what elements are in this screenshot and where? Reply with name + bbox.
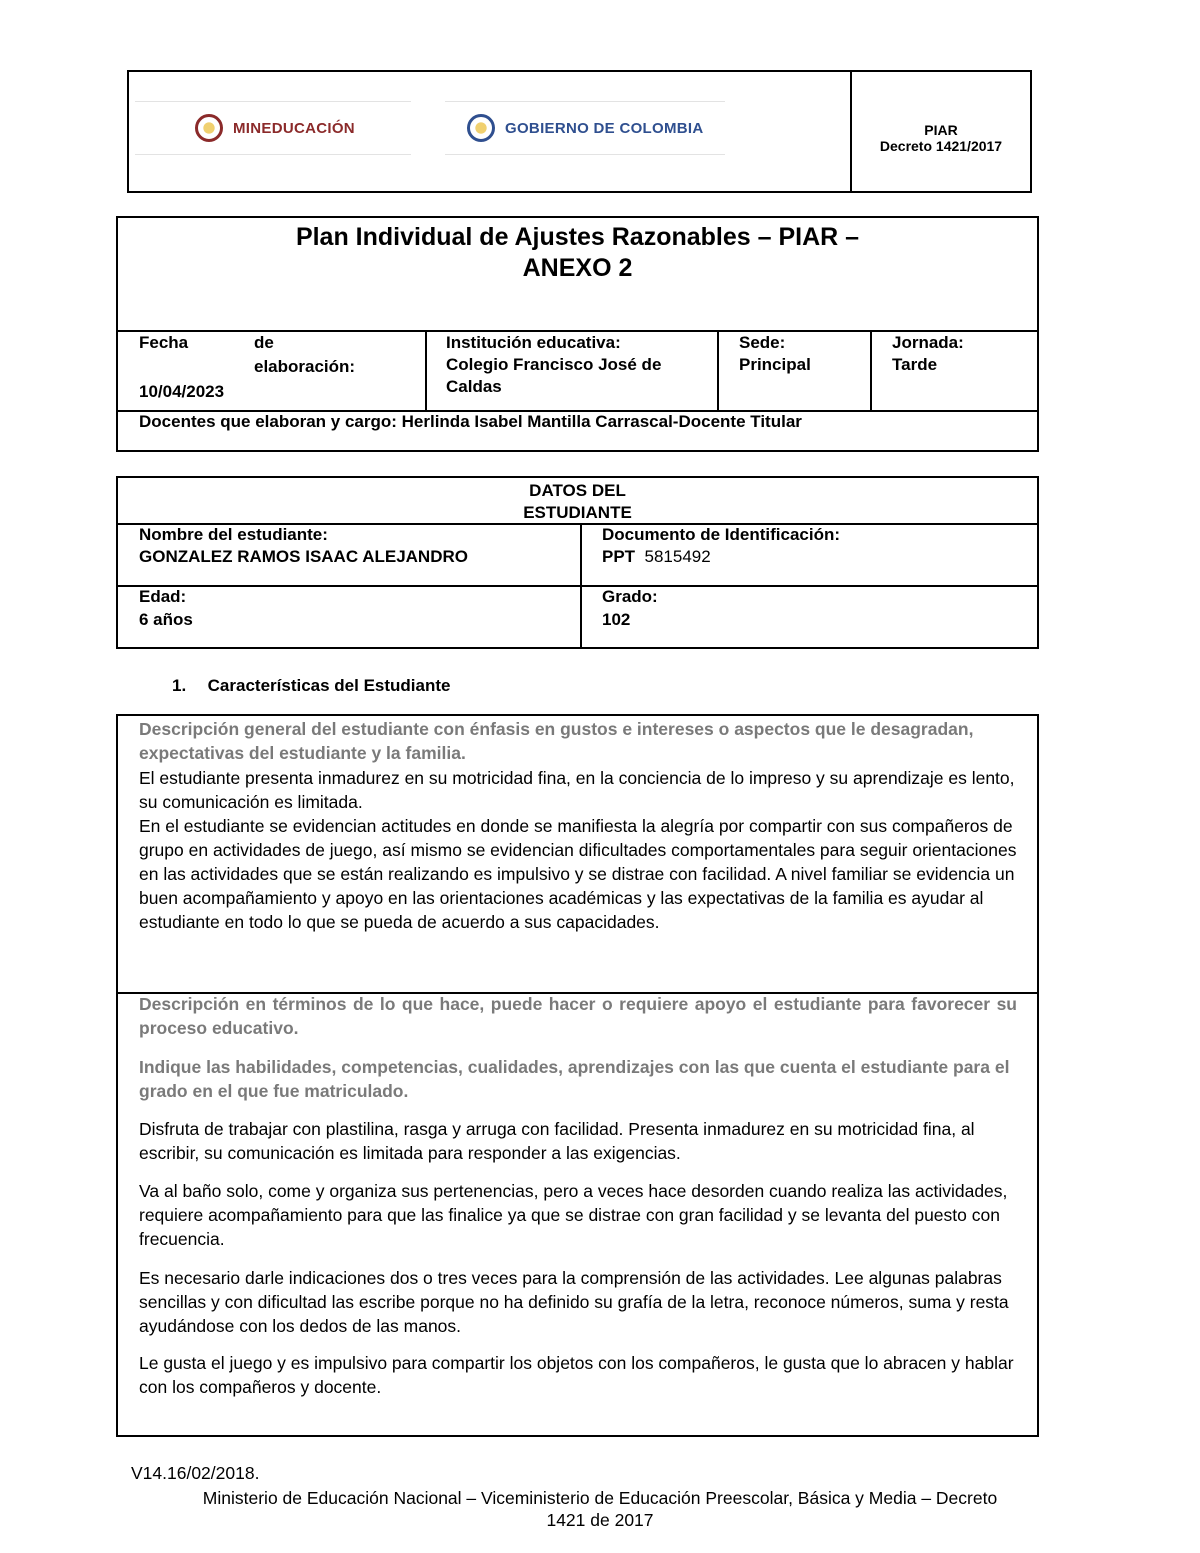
footer-text: [100, 1487, 1100, 1531]
question-support: Descripción en términos de lo que hace, puede hacer o requiere apoyo el estudiante para favorecer su proceso educativo.: [139, 994, 1017, 1038]
plan-info-table: [116, 216, 1039, 452]
section-title-line: ESTUDIANTE: [523, 503, 632, 522]
logo-rule: [135, 101, 411, 102]
col-divider: [717, 330, 719, 410]
answer-paragraph: En el estudiante se evidencian actitudes en donde se manifiesta la alegría por compartir con sus compañeros de grupo en actividades de juego, así mismo se evidencian dificultades comportamentales para seguir orientaciones en las actividades que se están realizando es impulsivo y se distrae con facilidad. A nivel familiar se evidencia un buen acompañamiento y apoyo en las orientaciones académicas y las expectativas de la familia es ayudar al estudiante en todo lo que se pueda de acuerdo a sus capacidades.: [139, 816, 1017, 932]
answer-paragraph: El estudiante presenta inmadurez en su motricidad fina, en la conciencia de lo impreso y su aprendizaje es lento, su comunicación es limitada.: [139, 768, 1015, 812]
doc-value: [602, 546, 711, 568]
fecha-label: elaboración:: [254, 357, 356, 376]
grade-value: 102: [602, 610, 631, 629]
doc-label: Documento de Identificación:: [602, 525, 841, 544]
docentes: Docentes que elaboran y cargo: Herlinda Isabel Mantilla Carrascal-Docente Titular: [139, 412, 802, 431]
fecha-label: de: [254, 333, 274, 352]
document-header: [127, 70, 1032, 193]
logo-rule: [445, 154, 725, 155]
section-title: [118, 480, 1037, 524]
doc-code: PIAR: [924, 121, 958, 138]
answer-paragraph: Disfruta de trabajar con plastilina, rasga y arruga con facilidad. Presenta inmadurez en su motricidad fina, al escribir, su comunicación es limitada para responder a las exigencias.: [139, 1119, 975, 1163]
question-general: Descripción general del estudiante con énfasis en gustos e intereses o aspectos que le desagradan, expectativas del estudiante y la familia.: [139, 719, 974, 763]
section-title: Características del Estudiante: [207, 676, 451, 695]
name-label: Nombre del estudiante:: [139, 525, 328, 544]
answer-paragraph: Le gusta el juego y es impulsivo para compartir los objetos con los compañeros, le gusta que lo abracen y hablar con los compañeros y docente.: [139, 1353, 1014, 1397]
logo-text: MINEDUCACIÓN: [233, 119, 355, 137]
decree-ref: Decreto 1421/2017: [879, 137, 1003, 154]
fecha-label: Fecha: [139, 333, 189, 352]
grade-label: Grado:: [602, 587, 658, 606]
sede-label: Sede:: [739, 333, 786, 352]
answer-paragraph: Es necesario darle indicaciones dos o tres veces para la comprensión de las actividades. Lee algunas palabras sencillas y con dificultad las escribe porque no ha definido su grafía de la letra, reconoce números, suma y resta ayudándose con los dedos de las manos.: [139, 1268, 1009, 1336]
question-skills: Indique las habilidades, competencias, cualidades, aprendizajes con las que cuenta el estudiante para el grado en el que fue matriculado.: [139, 1057, 1010, 1101]
doc-number: 5815492: [644, 547, 711, 566]
institucion-value: Caldas: [446, 377, 502, 396]
col-divider: [580, 523, 582, 647]
section-heading: [172, 676, 450, 696]
coat-of-arms-icon: [195, 114, 223, 142]
logo-rule: [445, 101, 725, 102]
section-number: 1.: [172, 676, 187, 695]
page-title: [118, 222, 1037, 284]
version-label: V14.16/02/2018.: [131, 1463, 260, 1483]
fecha-value: 10/04/2023: [139, 382, 225, 401]
header-code: [852, 72, 1030, 191]
footer-line: 1421 de 2017: [546, 1510, 654, 1530]
section-title-line: DATOS DEL: [529, 481, 626, 500]
logo-rule: [135, 154, 411, 155]
sede-value: Principal: [739, 355, 811, 374]
doc-type: PPT: [602, 547, 636, 566]
jornada-value: Tarde: [892, 355, 938, 374]
characteristics-table: [116, 714, 1039, 1437]
jornada-label: Jornada:: [892, 333, 964, 352]
age-label: Edad:: [139, 587, 187, 606]
title-line: Plan Individual de Ajustes Razonables – PIAR –: [295, 223, 860, 251]
institucion-label: Institución educativa:: [446, 333, 621, 352]
age-value: 6 años: [139, 610, 193, 629]
institucion-value: Colegio Francisco José de: [446, 355, 662, 374]
col-divider: [870, 330, 872, 410]
col-divider: [425, 330, 427, 410]
footer-line: Ministerio de Educación Nacional – Viceministerio de Educación Preescolar, Básica y Media – Decreto: [202, 1488, 998, 1508]
answer-paragraph: Va al baño solo, come y organiza sus pertenencias, pero a veces hace desorden cuando realiza las actividades, requiere acompañamiento para que las finalice ya que se distrae con gran facilidad y se levanta del puesto con frecuencia.: [139, 1181, 1008, 1249]
coat-of-arms-icon: [467, 114, 495, 142]
logo-text: GOBIERNO DE COLOMBIA: [505, 119, 704, 137]
name-value: GONZALEZ RAMOS ISAAC ALEJANDRO: [139, 547, 468, 566]
row-divider: [118, 585, 1037, 587]
title-line: ANEXO 2: [522, 254, 633, 282]
student-data-table: [116, 476, 1039, 649]
mineducacion-logo: [195, 114, 355, 142]
gobierno-logo: [467, 114, 704, 142]
